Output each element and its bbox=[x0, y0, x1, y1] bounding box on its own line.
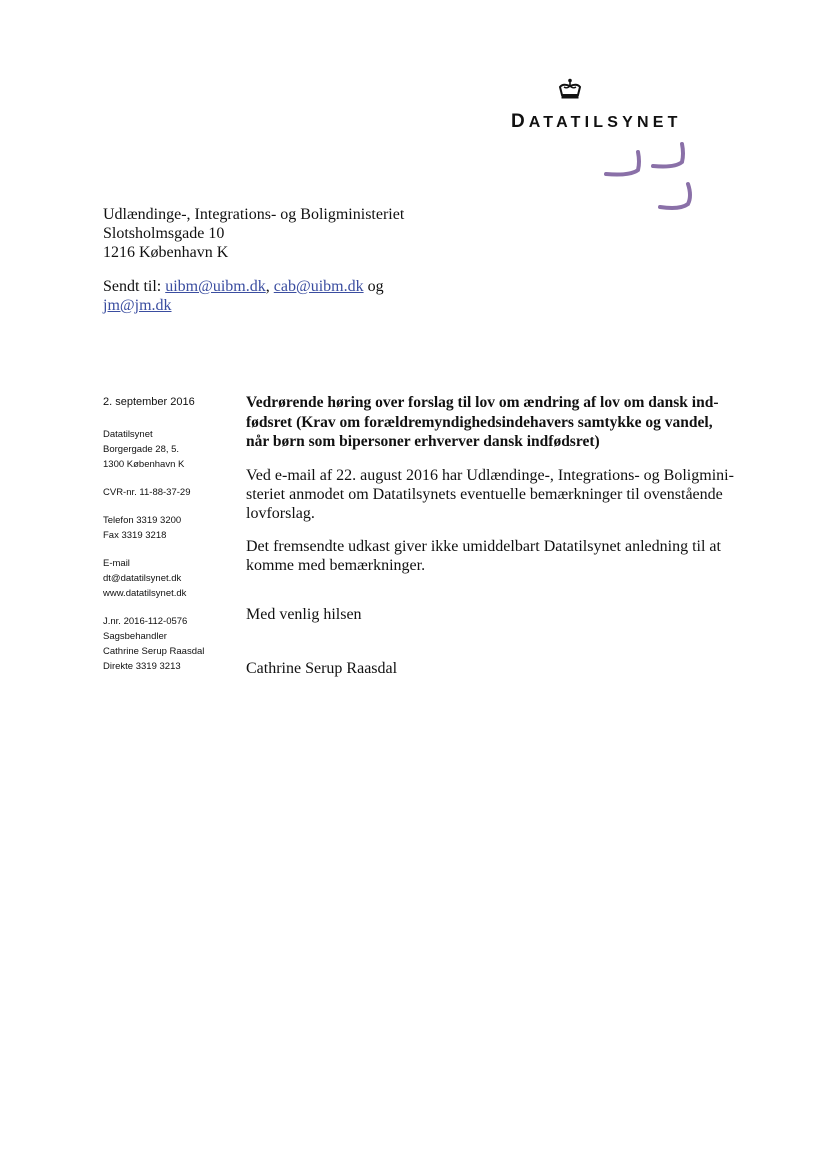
subject-line: når børn som bipersoner erhverver dansk indfødsret) bbox=[246, 433, 600, 450]
closing: Med venlig hilsen bbox=[246, 605, 362, 623]
sender-phone: Telefon 3319 3200 bbox=[103, 515, 182, 526]
logo-text: DATATILSYNET bbox=[511, 111, 682, 132]
sender-website: www.datatilsynet.dk bbox=[103, 588, 187, 599]
paragraph-1 bbox=[246, 466, 734, 523]
signature-name: Cathrine Serup Raasdal bbox=[246, 659, 398, 677]
sender-cvr: CVR-nr. 11-88-37-29 bbox=[103, 487, 191, 498]
letter-subject bbox=[246, 393, 726, 452]
recipient-line: Slotsholmsgade 10 bbox=[103, 225, 225, 242]
received-stamp-marks bbox=[600, 140, 710, 220]
sender-address-line: 1300 København K bbox=[103, 459, 185, 470]
paragraph-line: Det fremsendte udkast giver ikke umiddelbart Datatilsynet anledning til at bbox=[246, 537, 721, 555]
sender-org: Datatilsynet bbox=[103, 429, 153, 440]
letter-date: 2. september 2016 bbox=[103, 396, 195, 408]
direct-phone: Direkte 3319 3213 bbox=[103, 661, 181, 672]
separator: , bbox=[265, 278, 270, 295]
email-link-uibm[interactable]: uibm@uibm.dk bbox=[165, 278, 266, 295]
paragraph-line: Ved e-mail af 22. august 2016 har Udlændinge-, Integrations- og Boligmini- bbox=[246, 466, 734, 484]
email-link-jm[interactable]: jm@jm.dk bbox=[103, 297, 172, 314]
subject-line: Vedrørende høring over forslag til lov om ændring af lov om dansk ind- bbox=[246, 394, 719, 411]
paragraph-2 bbox=[246, 537, 726, 575]
sent-to-block bbox=[103, 277, 384, 315]
sender-email-label: E-mail bbox=[103, 558, 130, 569]
letter-body bbox=[246, 393, 734, 678]
crown-icon bbox=[557, 78, 583, 102]
paragraph-line: lovforslag. bbox=[246, 504, 315, 522]
subject-line: fødsret (Krav om forældremyndighedsindehavers samtykke og vandel, bbox=[246, 413, 713, 431]
sender-fax: Fax 3319 3218 bbox=[103, 530, 167, 541]
recipient-line: Udlændinge-, Integrations- og Boligministeriet bbox=[103, 206, 405, 223]
paragraph-line: steriet anmodet om Datatilsynets eventuelle bemærkninger til ovenstående bbox=[246, 485, 723, 503]
case-handler-label: Sagsbehandler bbox=[103, 631, 167, 642]
case-handler-name: Cathrine Serup Raasdal bbox=[103, 646, 205, 657]
sender-sidebar bbox=[103, 395, 243, 674]
sender-email: dt@datatilsynet.dk bbox=[103, 573, 182, 584]
and-word: og bbox=[367, 278, 384, 295]
datatilsynet-logo bbox=[505, 78, 720, 130]
journal-number: J.nr. 2016-112-0576 bbox=[103, 616, 188, 627]
recipient-line: 1216 København K bbox=[103, 244, 229, 261]
paragraph-line: komme med bemærkninger. bbox=[246, 556, 426, 574]
sent-to-label: Sendt til: bbox=[103, 278, 162, 295]
recipient-address bbox=[103, 205, 404, 262]
sender-address-line: Borgergade 28, 5. bbox=[103, 444, 180, 455]
email-link-cab[interactable]: cab@uibm.dk bbox=[273, 278, 364, 295]
